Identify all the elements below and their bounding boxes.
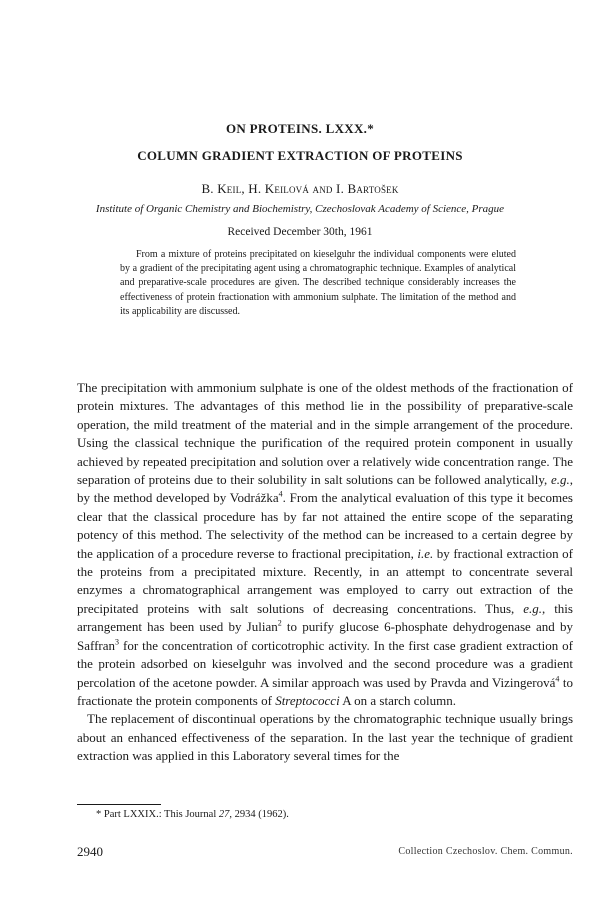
text-run: for the concentration of corticotrophic activity. In the first case gradient extraction of the protein adsorbed on kieselguhr was involved and the second procedure was a gradient percolation of the acetone powder. A similar approach was used by Pravda and Vizingerová: [77, 637, 573, 690]
text-run: , this arrangement has been used by Julian: [77, 600, 573, 635]
abstract: From a mixture of proteins precipitated on kieselguhr the individual components were eluted by a gradient of the precipitating agent using a chromatographic technique. Examples of analytical and preparative-scale procedures are given. The described technique considerably increases the effectiveness of protein fractionation with ammonium sulphate. The limitation of the method and its applicability are discussed.: [120, 249, 516, 317]
text-run: by fractional extraction of the proteins from a precipitated mixture. Recently, in an attempt to concentrate several enzymes a chromatographical arrangement was employed to carry out extraction of the precipitated proteins with salt solutions of decreasing concentrations. Thus,: [77, 545, 573, 616]
text-run-italic: e.g.: [550, 472, 570, 488]
body-paragraph: The replacement of discontinual operations by the chromatographic technique usually brings about an enhanced effectiveness of the separation. In the last year the technique of gradient extraction was applied in this Laboratory several times for the: [77, 711, 573, 764]
footnote-volume: 27: [218, 809, 230, 820]
text-run: to purify glucose 6-phosphate dehydrogenase and by Saffran: [77, 619, 573, 653]
footnote-divider: [77, 804, 161, 805]
text-run: , by the method developed by Vodrážka: [77, 472, 573, 506]
text-run: to fractionate the protein components of: [77, 674, 573, 708]
footnote-text: , 2934 (1962).: [229, 809, 289, 820]
author-list: B. Keil, H. Keilová and I. Bartošek: [201, 181, 399, 196]
reference-marker: 4: [278, 490, 283, 500]
received-date: Received December 30th, 1961: [227, 226, 373, 238]
text-run: The precipitation with ammonium sulphate is one of the oldest methods of the fractionation of protein mixtures. The advantages of this method lie in the possibility of preparative-scale operation, the mild treatment of the material and in the simple arrangement of the procedure. Using the classical technique the purification of the required protein component in usually achieved by repeated precipitation and solution over a relatively wide concentration range. The separation of proteins due to their solubility in salt solutions can be followed analytically,: [77, 380, 573, 488]
page-number: 2940: [77, 844, 103, 859]
main-text: [77, 379, 573, 766]
reference-marker: 3: [115, 637, 120, 647]
text-run: A on a starch column.: [339, 692, 456, 708]
text-run: . From the analytical evaluation of this type it becomes clear that the classical procedure has by far not attained the entire scope of the separating potency of this method. The selectivity of the method can be increased to a certain degree by the application of a procedure reverse to fractional precipitation,: [77, 490, 573, 561]
footnote-marker: *: [96, 809, 102, 820]
body-paragraph: [77, 379, 573, 710]
footnote-text: Part LXXIX.: This Journal: [101, 809, 219, 820]
text-run-italic: Streptococci: [275, 692, 340, 708]
reference-marker: 4: [555, 674, 560, 684]
author-affiliation: Institute of Organic Chemistry and Biochemistry, Czechoslovak Academy of Science, Prague: [95, 203, 505, 215]
article-title: COLUMN GRADIENT EXTRACTION OF PROTEINS: [137, 148, 463, 163]
running-footer-journal: Collection Czechoslov. Chem. Commun.: [398, 846, 573, 857]
text-run-italic: e.g.: [523, 600, 543, 616]
reference-marker: 2: [277, 618, 282, 628]
footnote: [96, 809, 289, 820]
text-run-italic: i.e.: [417, 545, 434, 561]
article-title-series: ON PROTEINS. LXXX.*: [226, 121, 374, 136]
